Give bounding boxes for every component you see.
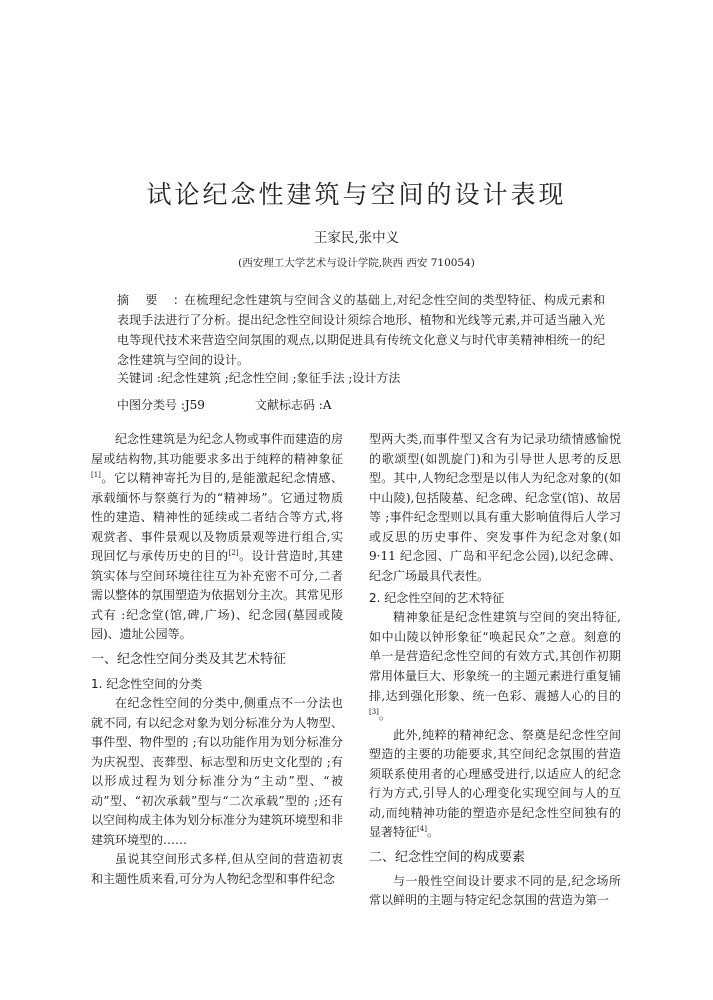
authors: 王家民,张中义 — [313, 230, 400, 246]
keywords-label: 关键词 : — [117, 371, 161, 385]
classification-paragraph: 在纪念性空间的分类中,侧重点不一分法也就不同, 有以纪念对象为划分标准分为人物型、事件型、物件型的 ;有以功能作用为划分标准分为庆祝型、丧葬型、标志型和历史文化型的 ;有以形成过程为划分标准分为“主动”型、“被动”型、“初次承载”型与“二次承载”型的 ;还有以空间构成主体为划分标准分为建筑环境型和非建筑环境型的…… — [91, 696, 344, 847]
spirit-text: 此外,纯粹的精神纪念、祭奠是纪念性空间塑造的主要的功能要求,其空间纪念氛围的营造须联系使用者的心理感受进行,以适应人的纪念行为方式,引导人的心理变化实现空间与人的互动,而纯精神功能的塑造亦是纪念性空间独有的显著特征 — [369, 727, 621, 840]
intro-paragraph — [91, 430, 343, 645]
intro-text-cont: 。它以精神寄托为目的,是能激起纪念情感、承载缅怀与祭奠行为的“精神场”。它通过物质性的建造、精神性的延续或二者结合等方式,将观赏者、事件景观以及物质景观等进行组合,实现回忆与承传历史的目的 — [91, 471, 343, 564]
types-paragraph-cont: 型两大类,而事件型又含有为记录功绩情感愉悦的歌颂型(如凯旋门)和为引导世人思考的反思型。其中,人物纪念型是以伟人为纪念对象的(如中山陵),包括陵墓、纪念碑、纪念堂(馆)、故居等 ;事件纪念型则以具有重大影响值得后人学习或反思的历史事件、突发事件为纪念对象(如9·11 纪念园、广岛和平纪念公园),以纪念碑、纪念广场最具代表性。 — [369, 432, 621, 583]
abstract — [117, 290, 605, 370]
symbol-text-end: 。 — [378, 708, 391, 723]
abstract-label: 摘 要 : — [117, 293, 184, 307]
subsection-heading-1-2: 2. 纪念性空间的艺术特征 — [369, 591, 505, 606]
types-paragraph: 虽说其空间形式多样,但从空间的营造初衷和主题性质来看,可分为人物纪念型和事件纪念 — [91, 852, 343, 886]
section-heading-2: 二、纪念性空间的构成要素 — [369, 849, 526, 865]
doc-code-value: A — [322, 398, 332, 412]
spirit-text-end: 。 — [426, 825, 439, 840]
paper-title: 试论纪念性建筑与空间的设计表现 — [146, 180, 567, 209]
affiliation: (西安理工大学艺术与设计学院,陕西 西安 710054) — [238, 257, 475, 269]
clc-value: J59 — [184, 398, 205, 412]
elements-paragraph: 与一般性空间设计要求不同的是,纪念场所常以鲜明的主题与特定纪念氛围的营造为第一 — [369, 873, 621, 908]
citation-4: [4] — [417, 825, 427, 834]
right-column — [369, 430, 621, 911]
abstract-text: 在梳理纪念性建筑与空间含义的基础上,对纪念性空间的类型特征、构成元素和表现手法进行了分析。提出纪念性空间设计须综合地形、植物和光线等元素,并可适当融入光电等现代技术来营造空间氛围的观点,以期促进具有传统文化意义与时代审美精神相统一的纪念性建筑与空间的设计。 — [117, 293, 605, 367]
doc-code-label: 文献标志码 : — [254, 398, 323, 412]
citation-3: [3] — [369, 708, 379, 717]
symbol-text: 精神象征是纪念性建筑与空间的突出特征,如中山陵以钟形象征“唤起民众”之意。刻意的单一是营造纪念性空间的有效方式,其创作初期常用体量巨大、形象统一的主题元素进行重复铺排,达到强化形象、统一色彩、震撼人心的目的 — [369, 610, 622, 703]
section-heading-1: 一、纪念性空间分类及其艺术特征 — [91, 652, 287, 668]
subsection-heading-1-1: 1. 纪念性空间的分类 — [91, 677, 203, 692]
citation-1: [1] — [91, 471, 101, 480]
spirit-paragraph — [369, 726, 621, 843]
intro-text: 纪念性建筑是为纪念人物或事件而建造的房屋或结构物,其功能要求多出于纯粹的精神象征 — [91, 432, 344, 466]
intro-text-end: 。设计营造时,其建筑实体与空间环境往往互为补充密不可分,二者需以整体的氛围塑造为依据划分主次。其常见形式有 :纪念堂(馆,碑,广场)、纪念园(墓园或陵园)、遗址公园等。 — [91, 549, 344, 642]
left-column — [91, 430, 343, 889]
keywords-text: 纪念性建筑 ;纪念性空间 ;象征手法 ;设计方法 — [160, 371, 401, 385]
symbol-paragraph — [369, 608, 621, 725]
clc-label: 中图分类号 : — [117, 398, 185, 412]
keywords — [117, 368, 605, 388]
citation-2: [2] — [228, 549, 239, 558]
classification — [117, 395, 605, 415]
